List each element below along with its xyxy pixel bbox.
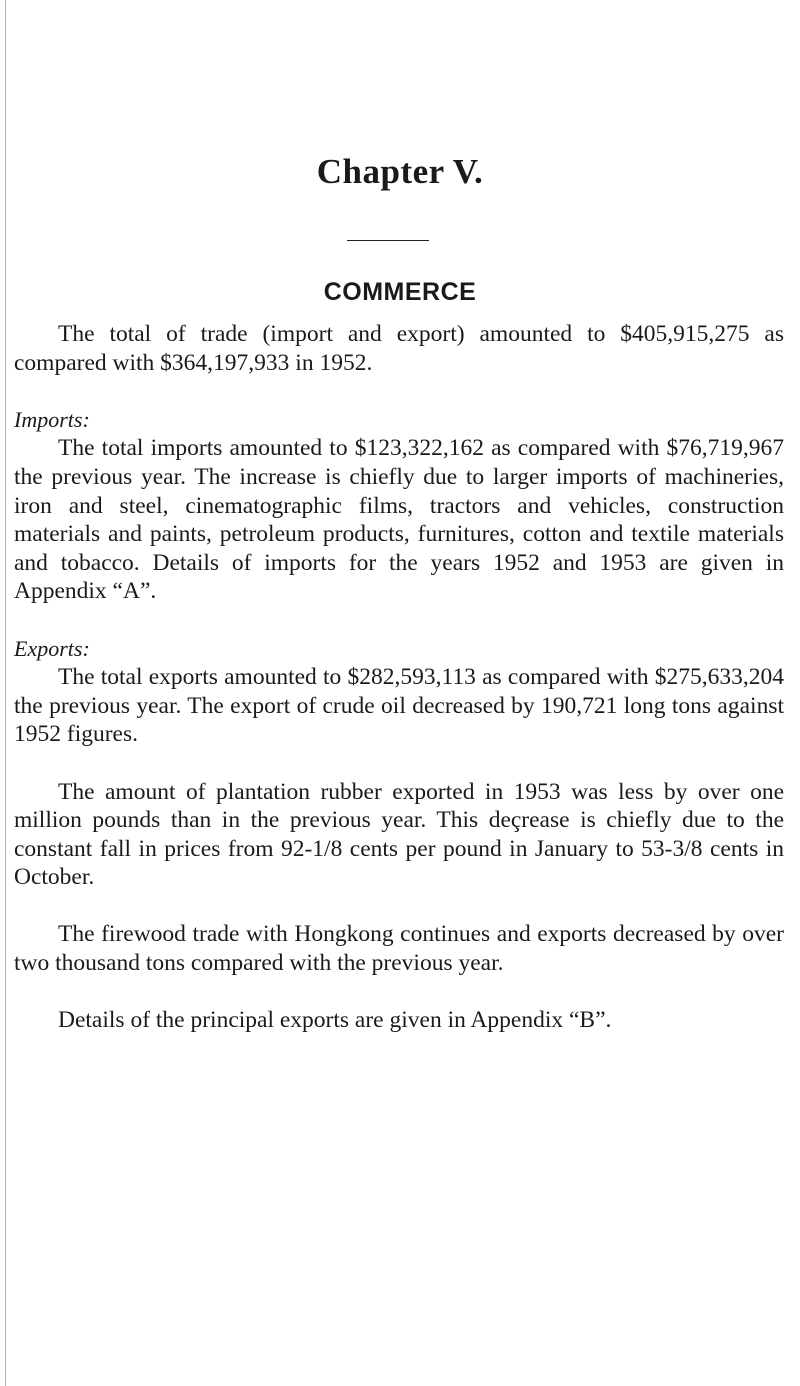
exports-heading: Exports: — [14, 635, 90, 661]
binding-edge-line — [5, 0, 6, 1386]
intro-paragraph: The total of trade (import and export) amounted to $405,915,275 as compared with $364,197,933 in 1952. — [14, 321, 784, 376]
chapter-title: Chapter V. — [316, 152, 484, 191]
exports-paragraph-totals: The total exports amounted to $282,593,113 as compared with $275,633,204 the previous year. The export of crude oil decreased by 190,721 long tons against 1952 figures. — [14, 664, 784, 748]
document-body — [14, 320, 784, 1035]
exports-paragraph-details: Details of the principal exports are given in Appendix “B”. — [58, 1007, 612, 1034]
imports-heading: Imports: — [14, 406, 90, 432]
section-heading: COMMERCE — [323, 278, 477, 306]
imports-paragraph: The total imports amounted to $123,322,162 as compared with $76,719,967 the previous year. The increase is chiefly due to larger imports of machineries, iron and steel, cinematographic films, tractors and vehicles, construction materials and paints, petroleum products, furnitures, cotton and textile materials and tobacco. Details of imports for the years 1952 and 1953 are given in Appendix “A”. — [14, 435, 784, 605]
title-divider — [347, 240, 429, 241]
exports-paragraph-firewood: The firewood trade with Hongkong continues and exports decreased by over two thousand tons compared with the previous year. — [14, 921, 784, 977]
exports-paragraph-rubber: The amount of plantation rubber exported in 1953 was less by over one million pounds than in the previous year. This deçrease is chiefly due to the constant fall in prices from 92-1/8 cents per pound in January to 53-3/8 cents in October. — [14, 778, 784, 891]
